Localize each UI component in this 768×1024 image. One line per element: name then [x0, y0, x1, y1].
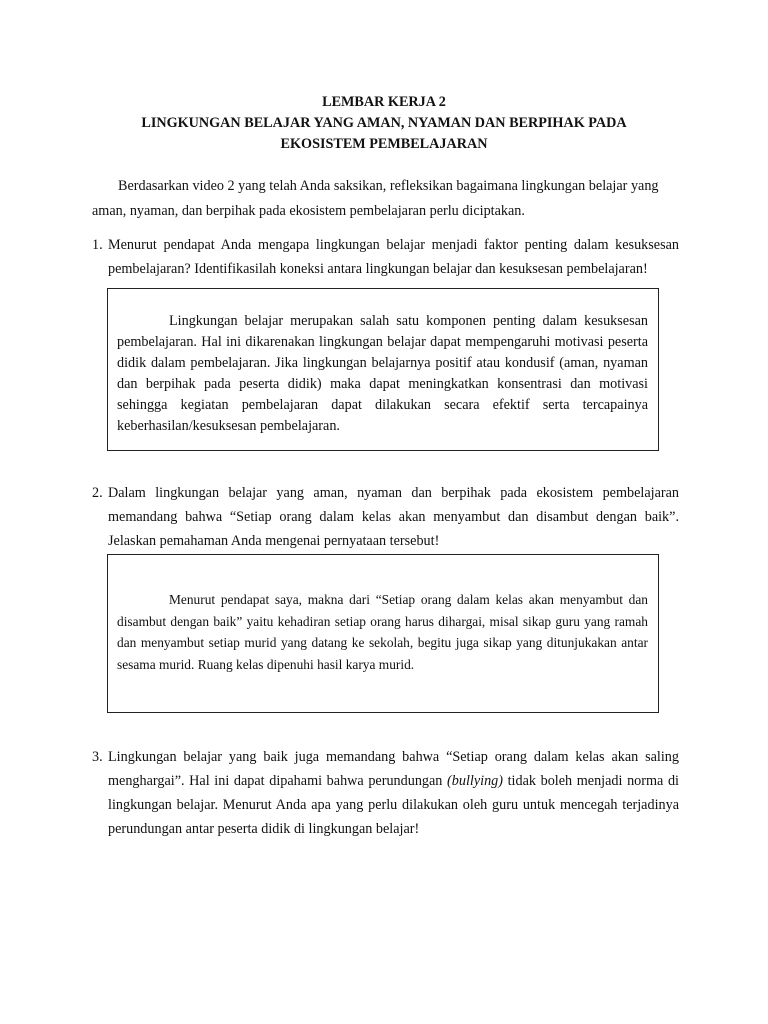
question-text-italic-term: (bullying)	[447, 773, 503, 789]
question-1	[92, 233, 679, 281]
question-text	[108, 745, 679, 841]
answer-text: Lingkungan belajar merupakan salah satu komponen penting dalam kesuksesan pembelajaran. Hal ini dikarenakan lingkungan belajar dapat mempengaruhi motivasi peserta didik dalam pembelajaran. Jika lingkungan belajarnya positif atau kondusif (aman, nyaman dan berpihak pada peserta didik) maka dapat meningkatkan konsentrasi dan motivasi sehingga kegiatan pembelajaran dapat dilakukan secara efektif serta tercapainya keberhasilan/kesuksesan pembelajaran.	[117, 313, 648, 434]
question-number: 1.	[92, 237, 103, 253]
answer-box-2	[107, 554, 659, 713]
worksheet-subtitle-line1: LINGKUNGAN BELAJAR YANG AMAN, NYAMAN DAN BERPIHAK PADA	[141, 115, 627, 131]
question-number: 3.	[92, 749, 103, 765]
question-text-part2: tidak boleh menjadi norma di lingkungan belajar. Menurut Anda apa yang perlu dilakukan oleh guru untuk mencegah terjadinya perundungan antar peserta didik di lingkungan belajar!	[108, 773, 679, 837]
question-3	[92, 745, 679, 841]
worksheet-title: LEMBAR KERJA 2	[322, 94, 446, 110]
question-text: Dalam lingkungan belajar yang aman, nyaman dan berpihak pada ekosistem pembelajaran memandang bahwa “Setiap orang dalam kelas akan menyambut dan disambut dengan baik”. Jelaskan pemahaman Anda mengenai pernyataan tersebut!	[108, 485, 679, 549]
worksheet-subtitle-line2: EKOSISTEM PEMBELAJARAN	[280, 136, 488, 152]
question-text-part1: Lingkungan belajar yang baik juga memandang bahwa “Setiap orang dalam kelas akan saling menghargai”. Hal ini dapat dipahami bahwa perundungan	[108, 749, 679, 789]
answer-box-1	[107, 288, 659, 451]
answer-text: Menurut pendapat saya, makna dari “Setiap orang dalam kelas akan menyambut dan disambut dengan baik” yaitu kehadiran setiap orang harus dihargai, misal sikap guru yang ramah dan menyambut setiap murid yang datang ke sekolah, begitu juga sikap yang ditunjukakan antar sesama murid. Ruang kelas dipenuhi hasil karya murid.	[117, 592, 648, 672]
intro-paragraph: Berdasarkan video 2 yang telah Anda saksikan, refleksikan bagaimana lingkungan belajar yang aman, nyaman, dan berpihak pada ekosistem pembelajaran perlu diciptakan.	[92, 178, 659, 219]
question-text: Menurut pendapat Anda mengapa lingkungan belajar menjadi faktor penting dalam kesuksesan pembelajaran? Identifikasilah koneksi antara lingkungan belajar dan kesuksesan pembelajaran!	[108, 237, 679, 277]
question-number: 2.	[92, 485, 103, 501]
question-2	[92, 481, 679, 553]
